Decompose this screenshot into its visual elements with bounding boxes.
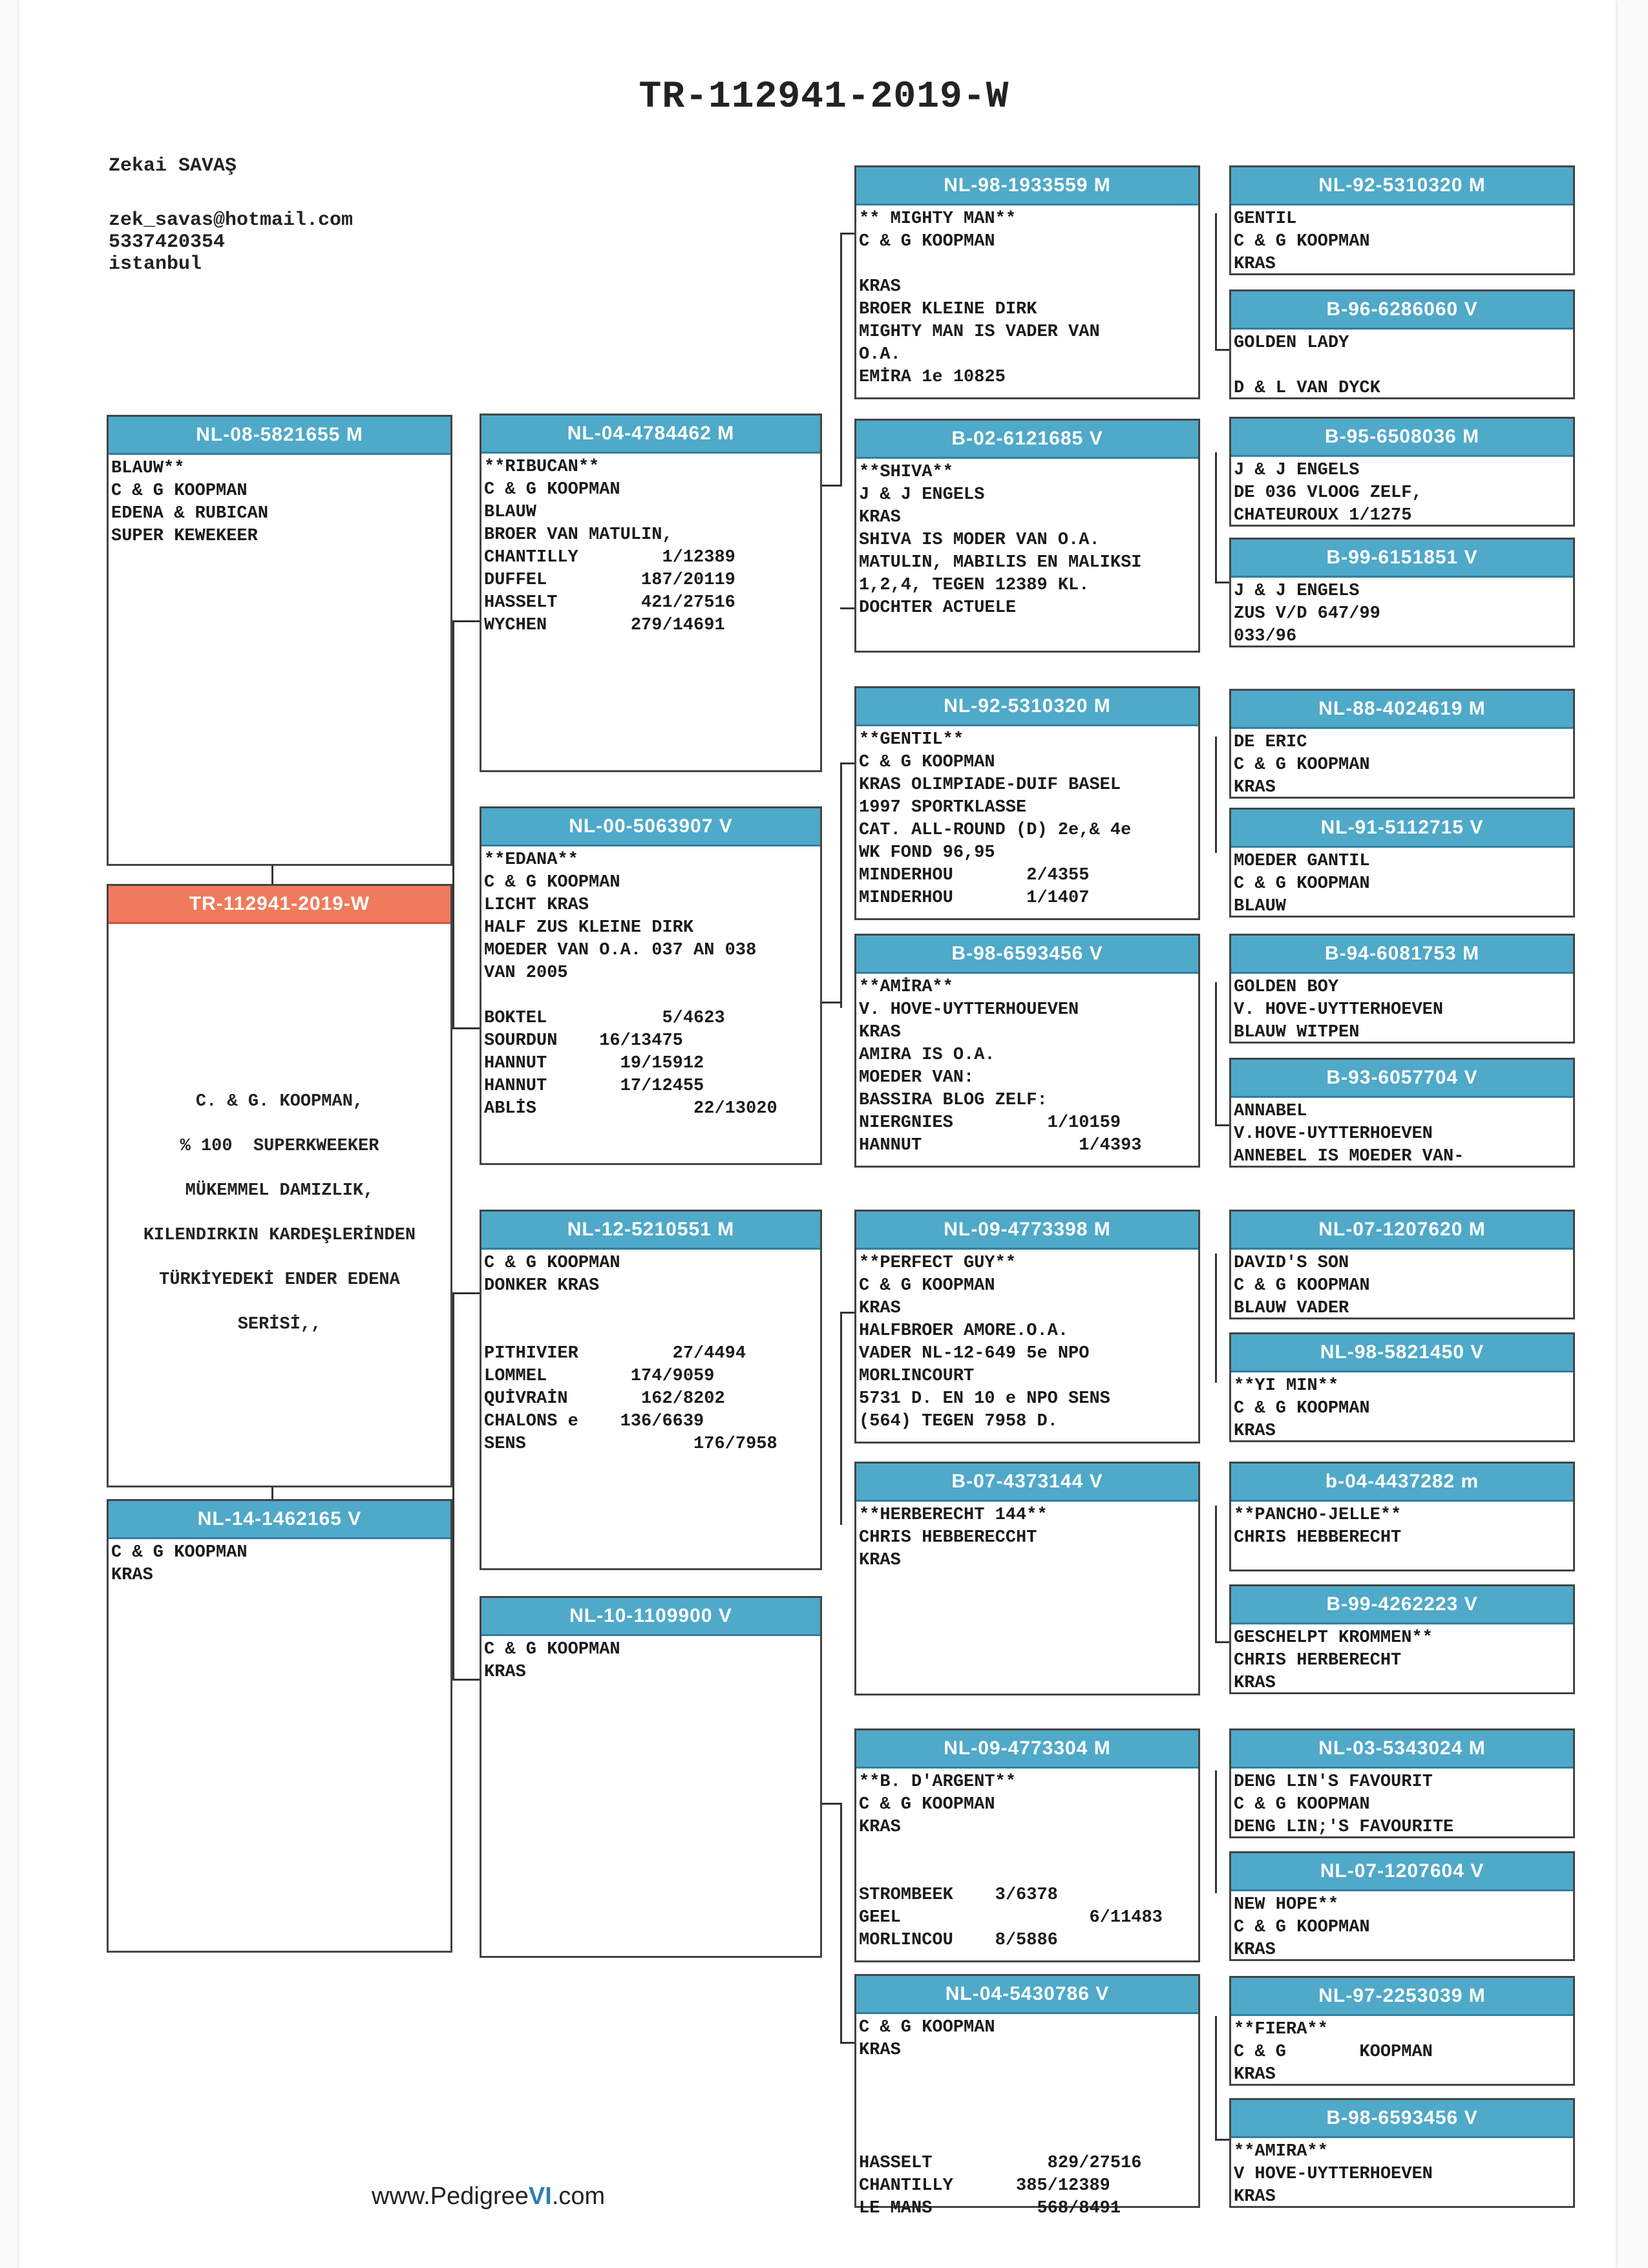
- detail-line: **FIERA**: [1234, 2020, 1328, 2039]
- detail-line: ANNEBEL IS MOEDER VAN-: [1234, 1147, 1464, 1166]
- detail-line: MIGHTY MAN IS VADER VAN: [859, 322, 1100, 342]
- bird-details: [481, 1636, 820, 1684]
- bird-details: [481, 454, 820, 637]
- detail-line: C & G KOOPMAN: [111, 1543, 248, 1562]
- detail-line: KRAS: [1234, 2065, 1276, 2084]
- detail-line: C & G KOOPMAN: [1234, 874, 1370, 894]
- detail-line: **YI MIN**: [1234, 1376, 1339, 1396]
- connector-line: [271, 1486, 273, 1500]
- detail-line: BROER KLEINE DIRK: [859, 300, 1037, 319]
- detail-line: BLAUW: [1234, 897, 1287, 916]
- ring-number: NL-08-5821655 M: [109, 417, 450, 455]
- detail-line: CHANTILLY 385/12389: [859, 2176, 1110, 2196]
- detail-line: **AMİRA**: [859, 978, 953, 997]
- detail-line: BROER VAN MATULIN,: [484, 525, 673, 545]
- ring-number: NL-98-1933559 M: [856, 167, 1198, 205]
- bird-details: [1231, 330, 1573, 400]
- pedigree-box-g4-16[interactable]: [1229, 2098, 1575, 2208]
- detail-line: LOMMEL 174/9059: [484, 1367, 715, 1386]
- detail-line: V. HOVE-UYTTERHOEVEN: [1234, 1000, 1444, 1020]
- bird-details: [856, 459, 1198, 620]
- connector-line: [271, 865, 273, 884]
- connector-line: [1215, 213, 1217, 349]
- pedigree-box-g4-9[interactable]: [1229, 1210, 1575, 1319]
- connector-line: [821, 1803, 842, 1805]
- ring-number: NL-91-5112715 V: [1231, 810, 1573, 848]
- ring-number: NL-04-5430786 V: [856, 1976, 1198, 2014]
- detail-line: MINDERHOU 2/4355: [859, 866, 1090, 885]
- detail-line: [859, 2130, 1196, 2152]
- pedigree-box-g3-2[interactable]: [854, 419, 1200, 653]
- ring-number: B-99-4262223 V: [1231, 1586, 1573, 1624]
- detail-line: SHIVA IS MODER VAN O.A.: [859, 530, 1100, 550]
- detail-line: HANNUT 1/4393: [859, 1136, 1142, 1155]
- detail-line: (564) TEGEN 7958 D.: [859, 1412, 1058, 1431]
- ring-number: NL-88-4024619 M: [1231, 691, 1573, 729]
- detail-line: HANNUT 19/15912: [484, 1054, 704, 1073]
- detail-line: [484, 1320, 818, 1343]
- detail-line: **GENTIL**: [859, 730, 964, 750]
- connector-line: [452, 620, 454, 1027]
- detail-line: **EDANA**: [484, 850, 578, 870]
- detail-line: ** MIGHTY MAN**: [859, 209, 1017, 229]
- connector-line: [840, 762, 842, 1008]
- detail-line: HALF ZUS KLEINE DIRK: [484, 918, 694, 938]
- bird-details: [1231, 1372, 1573, 1443]
- detail-line: VADER NL-12-649 5e NPO: [859, 1344, 1090, 1363]
- pedigree-box-g3-5[interactable]: [854, 1210, 1200, 1444]
- ring-number: NL-03-5343024 M: [1231, 1730, 1573, 1769]
- connector-line: [840, 2042, 854, 2044]
- connector-line: [840, 233, 854, 235]
- bird-details: [109, 1539, 450, 1587]
- connector-line: [1215, 452, 1217, 582]
- detail-line: **RIBUCAN**: [484, 457, 600, 477]
- detail-line: DONKER KRAS: [484, 1276, 600, 1296]
- connector-line: [1215, 1770, 1217, 1893]
- ring-number: NL-10-1109900 V: [481, 1598, 820, 1636]
- pedigree-box-g3-1[interactable]: [854, 165, 1200, 399]
- pedigree-box-g2-1[interactable]: [480, 414, 822, 772]
- bird-details: [856, 1502, 1198, 1572]
- ring-number: NL-09-4773398 M: [856, 1212, 1198, 1250]
- detail-line: GOLDEN LADY: [1234, 333, 1349, 353]
- ring-number: NL-09-4773304 M: [856, 1730, 1198, 1769]
- detail-line: MOEDER VAN O.A. 037 AN 038: [484, 941, 757, 960]
- detail-line: V.HOVE-UYTTERHOEVEN: [1234, 1124, 1433, 1144]
- bird-details: [481, 846, 820, 1120]
- bird-details: [481, 1250, 820, 1456]
- detail-line: AMIRA IS O.A.: [859, 1045, 995, 1065]
- detail-line: CAT. ALL-ROUND (D) 2e,& 4e: [859, 821, 1132, 840]
- detail-line: MOEDER VAN:: [859, 1068, 975, 1087]
- detail-line: CHALONS e 136/6639: [484, 1412, 704, 1431]
- detail-line: CHANTILLY 1/12389: [484, 548, 735, 567]
- ring-number: B-98-6593456 V: [856, 936, 1198, 974]
- detail-line: J & J ENGELS: [859, 485, 985, 505]
- ring-number: b-04-4437282 m: [1231, 1464, 1573, 1502]
- detail-line: GESCHELPT KROMMEN**: [1234, 1628, 1433, 1648]
- connector-line: [1215, 1254, 1217, 1383]
- owner-phone: 5337420354: [109, 231, 226, 253]
- detail-line: **HERBERECHT 144**: [859, 1506, 1048, 1525]
- bird-details: [1231, 578, 1573, 648]
- pedigree-box-g2-2[interactable]: [480, 806, 822, 1165]
- detail-line: ANNABEL: [1234, 1102, 1307, 1121]
- detail-line: **PANCHO-JELLE**: [1234, 1506, 1402, 1525]
- pedigree-box-sire[interactable]: [107, 415, 452, 866]
- detail-line: DE 036 VLOOG ZELF,: [1234, 483, 1422, 503]
- pedigree-box-g3-6[interactable]: [854, 1462, 1200, 1696]
- bird-details: [1231, 457, 1573, 527]
- detail-line: SENS 176/7958: [484, 1434, 777, 1454]
- connector-line: [1215, 1641, 1229, 1643]
- pedigree-box-g4-11[interactable]: [1229, 1462, 1575, 1571]
- detail-line: BLAUW**: [111, 459, 185, 478]
- owner-city: istanbul: [109, 253, 202, 275]
- pedigree-box-g4-10[interactable]: [1229, 1332, 1575, 1442]
- detail-line: [859, 2062, 1196, 2084]
- detail-line: QUİVRAİN 162/8202: [484, 1389, 725, 1409]
- detail-line: MATULIN, MABILIS EN MALIKSI: [859, 553, 1142, 572]
- ring-number: NL-12-5210551 M: [481, 1212, 820, 1250]
- detail-line: DE ERIC: [1234, 733, 1307, 752]
- pedigree-box-g3-8[interactable]: [854, 1974, 1200, 2218]
- ring-number: NL-92-5310320 M: [1231, 167, 1573, 205]
- connector-line: [1215, 2016, 1217, 2139]
- ring-number: NL-00-5063907 V: [481, 808, 820, 846]
- detail-line: ZUS V/D 647/99: [1234, 604, 1380, 624]
- detail-line: WK FOND 96,95: [859, 843, 995, 863]
- connector-line: [1215, 1124, 1229, 1126]
- bird-details: [1231, 729, 1573, 799]
- detail-line: [859, 1839, 1196, 1862]
- detail-line: C. & G. KOOPMAN,: [195, 1092, 364, 1111]
- ring-number: NL-07-1207620 M: [1231, 1212, 1573, 1250]
- pedigree-box-g4-15[interactable]: [1229, 1976, 1575, 2086]
- detail-line: WYCHEN 279/14691: [484, 616, 725, 635]
- pedigree-box-g3-4[interactable]: [854, 934, 1200, 1168]
- ring-number: NL-04-4784462 M: [481, 415, 820, 454]
- detail-line: C & G KOOPMAN: [859, 2018, 995, 2037]
- detail-line: KRAS: [859, 277, 901, 297]
- ring-number: B-99-6151851 V: [1231, 540, 1573, 578]
- detail-line: TÜRKİYEDEKİ ENDER EDENA: [159, 1270, 400, 1290]
- connector-line: [840, 762, 854, 764]
- detail-line: C & G KOOPMAN: [1234, 1399, 1370, 1418]
- detail-line: C & G KOOPMAN: [484, 1254, 620, 1273]
- detail-line: C & G KOOPMAN: [1234, 1276, 1370, 1296]
- detail-line: 033/96: [1234, 627, 1297, 646]
- detail-line: [859, 2084, 1196, 2107]
- detail-line: 1997 SPORTKLASSE: [859, 798, 1027, 817]
- detail-line: KRAS: [1234, 1674, 1276, 1693]
- pedigree-box-g4-2[interactable]: [1229, 289, 1575, 399]
- detail-line: CHRIS HEBBERECCHT: [859, 1528, 1037, 1548]
- detail-line: BLAUW WITPEN: [1234, 1023, 1360, 1042]
- bird-details: [856, 974, 1198, 1157]
- bird-details: [1231, 205, 1573, 276]
- detail-line: [859, 1862, 1196, 1884]
- detail-line: KRAS: [1234, 778, 1276, 797]
- connector-line: [452, 1679, 480, 1681]
- detail-line: KRAS: [859, 1023, 901, 1042]
- detail-line: SUPER KEWEKEER: [111, 527, 258, 546]
- detail-line: KRAS: [1234, 255, 1276, 274]
- detail-line: ABLİS 22/13020: [484, 1099, 777, 1118]
- ring-number: B-96-6286060 V: [1231, 291, 1573, 330]
- detail-line: C & G KOOPMAN: [1234, 755, 1370, 775]
- detail-line: DENG LIN'S FAVOURIT: [1234, 1772, 1433, 1792]
- pedigree-box-g2-4[interactable]: [480, 1596, 822, 1958]
- ring-number: B-94-6081753 M: [1231, 936, 1573, 974]
- connector-line: [1215, 1506, 1217, 1641]
- detail-line: D & L VAN DYCK: [1234, 379, 1380, 398]
- bird-details: [109, 455, 450, 548]
- detail-line: [859, 2107, 1196, 2130]
- pedigree-box-g4-7[interactable]: [1229, 934, 1575, 1044]
- detail-line: GENTIL: [1234, 209, 1297, 229]
- bird-details: [1231, 1502, 1573, 1549]
- detail-line: V. HOVE-UYTTERHOUEVEN: [859, 1000, 1079, 1020]
- detail-line: KRAS OLIMPIADE-DUIF BASEL: [859, 775, 1121, 795]
- connector-line: [840, 233, 842, 485]
- detail-line: C & G KOOPMAN: [1234, 2042, 1433, 2062]
- detail-line: [1234, 355, 1570, 377]
- detail-line: C & G KOOPMAN: [859, 1795, 995, 1814]
- detail-line: BLAUW: [484, 503, 537, 522]
- connector-line: [840, 1312, 854, 1314]
- detail-line: MOEDER GANTIL: [1234, 852, 1370, 871]
- connector-line: [1215, 2139, 1229, 2141]
- detail-line: [859, 253, 1196, 276]
- detail-line: **B. D'ARGENT**: [859, 1772, 1017, 1792]
- detail-line: HANNUT 17/12455: [484, 1076, 704, 1096]
- connector-line: [452, 1027, 480, 1029]
- bird-details: [1231, 1769, 1573, 1839]
- connector-line: [1215, 582, 1229, 583]
- detail-line: [484, 1297, 818, 1320]
- connector-line: [452, 620, 480, 622]
- detail-line: NIERGNIES 1/10159: [859, 1113, 1121, 1133]
- detail-line: C & G KOOPMAN: [1234, 1918, 1370, 1937]
- detail-line: MINDERHOU 1/1407: [859, 888, 1090, 908]
- owner-info: [109, 155, 353, 275]
- connector-line: [821, 1002, 842, 1003]
- detail-line: CHATEUROUX 1/1275: [1234, 506, 1412, 525]
- detail-line: EDENA & RUBICAN: [111, 504, 269, 523]
- detail-line: EMİRA 1e 10825: [859, 368, 1006, 387]
- detail-line: C & G KOOPMAN: [859, 753, 995, 772]
- detail-line: MORLINCOU 8/5886: [859, 1931, 1058, 1950]
- pedigree-box-g2-3[interactable]: [480, 1210, 822, 1570]
- connector-line: [452, 1292, 454, 1680]
- detail-line: NEW HOPE**: [1234, 1895, 1339, 1915]
- detail-line: BLAUW VADER: [1234, 1299, 1349, 1318]
- bird-details: [1231, 2016, 1573, 2086]
- detail-line: KRAS: [1234, 1940, 1276, 1960]
- bird-details: [1231, 1250, 1573, 1320]
- detail-line: KRAS: [859, 2041, 901, 2060]
- bird-details: [1231, 2138, 1573, 2209]
- pedigree-box-g4-4[interactable]: [1229, 538, 1575, 647]
- detail-line: KRAS: [1234, 1422, 1276, 1441]
- detail-line: GEEL 6/11483: [859, 1908, 1163, 1927]
- bird-details: [856, 726, 1198, 910]
- detail-line: DAVID'S SON: [1234, 1254, 1349, 1273]
- connector-line: [821, 485, 842, 487]
- pedigree-box-subject[interactable]: [107, 884, 452, 1487]
- detail-line: C & G KOOPMAN: [484, 873, 620, 892]
- ring-number: B-93-6057704 V: [1231, 1060, 1573, 1098]
- pedigree-box-g4-5[interactable]: [1229, 689, 1575, 799]
- bird-details: [1231, 848, 1573, 918]
- detail-line: LE MANS 568/8491: [859, 2199, 1121, 2218]
- page-title: TR-112941-2019-W: [639, 76, 1009, 118]
- subject-remarks: [109, 1080, 450, 1347]
- detail-line: CHRIS HERBERECHT: [1234, 1651, 1402, 1670]
- detail-line: HASSELT 829/27516: [859, 2154, 1142, 2173]
- detail-line: GOLDEN BOY: [1234, 978, 1339, 997]
- ring-number: NL-98-5821450 V: [1231, 1334, 1573, 1372]
- detail-line: MORLINCOURT: [859, 1367, 975, 1386]
- detail-line: **AMIRA**: [1234, 2142, 1328, 2161]
- detail-line: KILENDIRKIN KARDEŞLERİNDEN: [143, 1226, 416, 1245]
- bird-details: [1231, 1624, 1573, 1695]
- connector-line: [840, 607, 854, 609]
- pedigree-box-g4-12[interactable]: [1229, 1584, 1575, 1694]
- detail-line: O.A.: [859, 345, 901, 364]
- ring-number: NL-92-5310320 M: [856, 688, 1198, 726]
- owner-email: zek_savas@hotmail.com: [109, 209, 354, 231]
- detail-line: STROMBEEK 3/6378: [859, 1885, 1058, 1905]
- detail-line: KRAS: [859, 1551, 901, 1570]
- ring-number: NL-14-1462165 V: [109, 1501, 450, 1539]
- connector-line: [1215, 737, 1217, 853]
- detail-line: KRAS: [111, 1566, 153, 1585]
- bird-details: [856, 1769, 1198, 1952]
- detail-line: C & G KOOPMAN: [111, 481, 248, 501]
- pedigree-box-g4-3[interactable]: [1229, 417, 1575, 527]
- detail-line: KRAS: [859, 1299, 901, 1318]
- bird-details: [1231, 1891, 1573, 1962]
- detail-line: DOCHTER ACTUELE: [859, 598, 1017, 618]
- connector-line: [840, 1312, 842, 1525]
- detail-line: LICHT KRAS: [484, 896, 589, 915]
- bird-details: [856, 2014, 1198, 2220]
- detail-line: BOKTEL 5/4623: [484, 1009, 725, 1028]
- detail-line: SERİSİ,,: [237, 1315, 322, 1334]
- detail-line: C & G KOOPMAN: [859, 1276, 995, 1296]
- detail-line: 5731 D. EN 10 e NPO SENS: [859, 1389, 1110, 1409]
- detail-line: KRAS: [484, 1663, 526, 1682]
- owner-name: Zekai SAVAŞ: [109, 155, 237, 177]
- bird-details: [856, 1250, 1198, 1433]
- detail-line: SOURDUN 16/13475: [484, 1031, 683, 1051]
- ring-number: NL-97-2253039 M: [1231, 1978, 1573, 2016]
- pedigree-box-dam[interactable]: [107, 1499, 452, 1953]
- detail-line: C & G KOOPMAN: [859, 232, 995, 251]
- ring-number: B-02-6121685 V: [856, 421, 1198, 459]
- footer-suffix: .com: [551, 2183, 606, 2210]
- detail-line: DENG LIN;'S FAVOURITE: [1234, 1818, 1454, 1837]
- detail-line: C & G KOOPMAN: [484, 1640, 620, 1659]
- detail-line: DUFFEL 187/20119: [484, 571, 735, 590]
- detail-line: J & J ENGELS: [1234, 461, 1360, 480]
- pedigree-box-g4-8[interactable]: [1229, 1058, 1575, 1168]
- connector-line: [1215, 982, 1217, 1124]
- bird-details: [1231, 1098, 1573, 1168]
- detail-line: C & G KOOPMAN: [1234, 1795, 1370, 1814]
- detail-line: [484, 985, 818, 1007]
- detail-line: KRAS: [859, 508, 901, 527]
- pedigree-box-g3-7[interactable]: [854, 1728, 1200, 1962]
- footer-brand: VI: [528, 2183, 552, 2210]
- detail-line: V HOVE-UYTTERHOEVEN: [1234, 2165, 1433, 2184]
- detail-line: KRAS: [1234, 2187, 1276, 2207]
- detail-line: J & J ENGELS: [1234, 582, 1360, 601]
- detail-line: HASSELT 421/27516: [484, 593, 735, 613]
- pedigree-box-g4-13[interactable]: [1229, 1728, 1575, 1838]
- pedigree-box-g4-1[interactable]: [1229, 165, 1575, 275]
- detail-line: **PERFECT GUY**: [859, 1254, 1017, 1273]
- detail-line: KRAS: [859, 1818, 901, 1837]
- bird-details: [1231, 974, 1573, 1044]
- detail-line: BASSIRA BLOG ZELF:: [859, 1091, 1048, 1110]
- connector-line: [840, 1803, 842, 2042]
- connector-line: [1215, 349, 1229, 351]
- pedigree-box-g3-3[interactable]: [854, 686, 1200, 920]
- detail-line: **SHIVA**: [859, 463, 953, 482]
- detail-line: C & G KOOPMAN: [1234, 232, 1370, 251]
- pedigree-box-g4-6[interactable]: [1229, 808, 1575, 918]
- detail-line: 1,2,4, TEGEN 12389 KL.: [859, 576, 1090, 595]
- footer-prefix: www.Pedigree: [372, 2183, 529, 2210]
- detail-line: HALFBROER AMORE.O.A.: [859, 1321, 1069, 1341]
- ring-number: TR-112941-2019-W: [109, 886, 450, 924]
- detail-line: % 100 SUPERKWEEKER: [180, 1137, 379, 1156]
- connector-line: [452, 1292, 480, 1294]
- ring-number: NL-07-1207604 V: [1231, 1853, 1573, 1891]
- detail-line: C & G KOOPMAN: [484, 480, 620, 499]
- pedigree-box-g4-14[interactable]: [1229, 1851, 1575, 1961]
- ring-number: B-95-6508036 M: [1231, 419, 1573, 457]
- bird-details: [856, 205, 1198, 389]
- ring-number: B-98-6593456 V: [1231, 2100, 1573, 2138]
- detail-line: CHRIS HEBBERECHT: [1234, 1528, 1402, 1548]
- detail-line: PITHIVIER 27/4494: [484, 1344, 746, 1363]
- detail-line: MÜKEMMEL DAMIZLIK,: [185, 1181, 374, 1201]
- footer-logo[interactable]: [372, 2183, 605, 2210]
- detail-line: VAN 2005: [484, 963, 568, 983]
- ring-number: B-07-4373144 V: [856, 1464, 1198, 1502]
